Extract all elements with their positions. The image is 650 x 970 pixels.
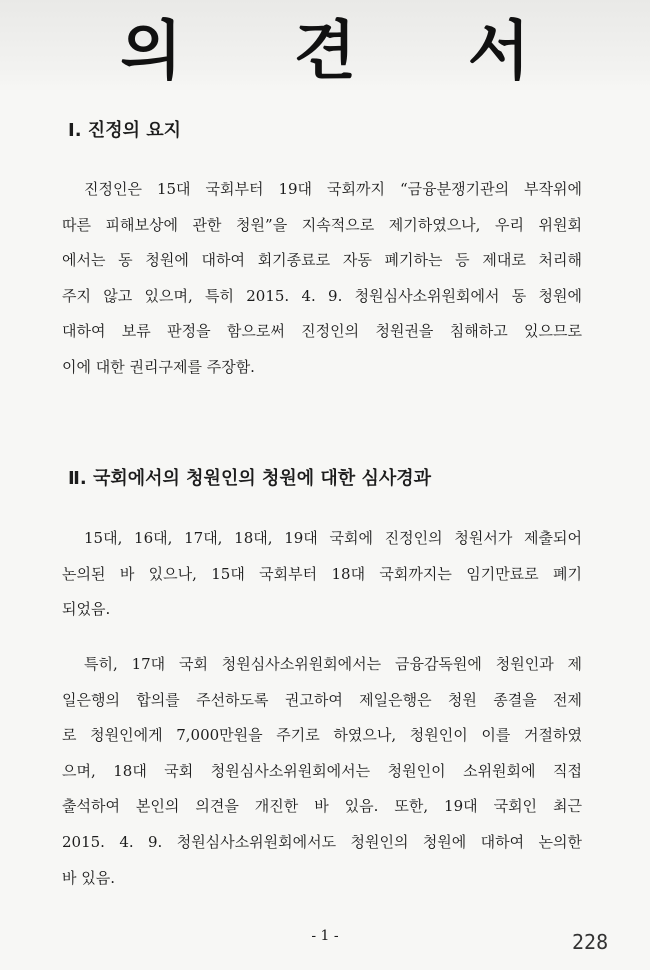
section2-paragraph-2	[62, 647, 582, 896]
text-line: 되었음.	[62, 600, 111, 619]
text-line: 특히, 17대 국회 청원심사소위원회에서는 금융감독원에 청원인과 제	[84, 655, 582, 673]
section1-paragraph	[62, 172, 582, 386]
text-line: 15대, 16대, 17대, 18대, 19대 국회에 진정인의 청원서가 제출되어	[84, 529, 582, 547]
title-char-2: 견	[294, 15, 356, 89]
text-line: 주지 않고 있으며, 특히 2015. 4. 9. 청원심사소위원회에서 동 청원에	[62, 286, 582, 305]
text-line: 로 청원인에게 7,000만원을 주기로 하였으나, 청원인이 이를 거절하였	[62, 726, 582, 745]
text-line: 바 있음.	[62, 868, 116, 887]
text-line: 일은행의 합의를 주선하도록 권고하여 제일은행은 청원 종결을 전제	[62, 690, 582, 709]
page-number: - 1 -	[311, 928, 339, 944]
title-char-3: 서	[467, 15, 530, 89]
title-char-1: 의	[120, 15, 183, 89]
section2-heading: Ⅱ. 국회에서의 청원인의 청원에 대한 심사경과	[68, 468, 432, 489]
section2-paragraph-1	[62, 521, 582, 628]
text-line: 따른 피해보상에 관한 청원”을 지속적으로 제기하였으나, 우리 위원회	[62, 215, 582, 234]
text-line: 으며, 18대 국회 청원심사소위원회에서는 청원인이 소위원회에 직접	[62, 761, 582, 780]
text-line: 논의된 바 있으나, 15대 국회부터 18대 국회까지는 임기만료로 폐기	[62, 564, 582, 583]
text-line: 대하여 보류 판정을 함으로써 진정인의 청원권을 침해하고 있으므로	[62, 322, 582, 341]
text-line: 2015. 4. 9. 청원심사소위원회에서도 청원인의 청원에 대하여 논의한	[62, 832, 582, 851]
text-line: 에서는 동 청원에 대하여 회기종료로 자동 폐기하는 등 제대로 처리해	[62, 251, 582, 270]
text-line: 진정인은 15대 국회부터 19대 국회까지 “금융분쟁기관의 부작위에	[84, 180, 582, 198]
section1-heading: Ⅰ. 진정의 요지	[68, 120, 182, 141]
text-line: 이에 대한 권리구제를 주장함.	[62, 357, 255, 376]
page-stamp-number: 228	[572, 930, 609, 954]
text-line: 출석하여 본인의 의견을 개진한 바 있음. 또한, 19대 국회인 최근	[62, 797, 582, 816]
document-title	[0, 10, 650, 94]
